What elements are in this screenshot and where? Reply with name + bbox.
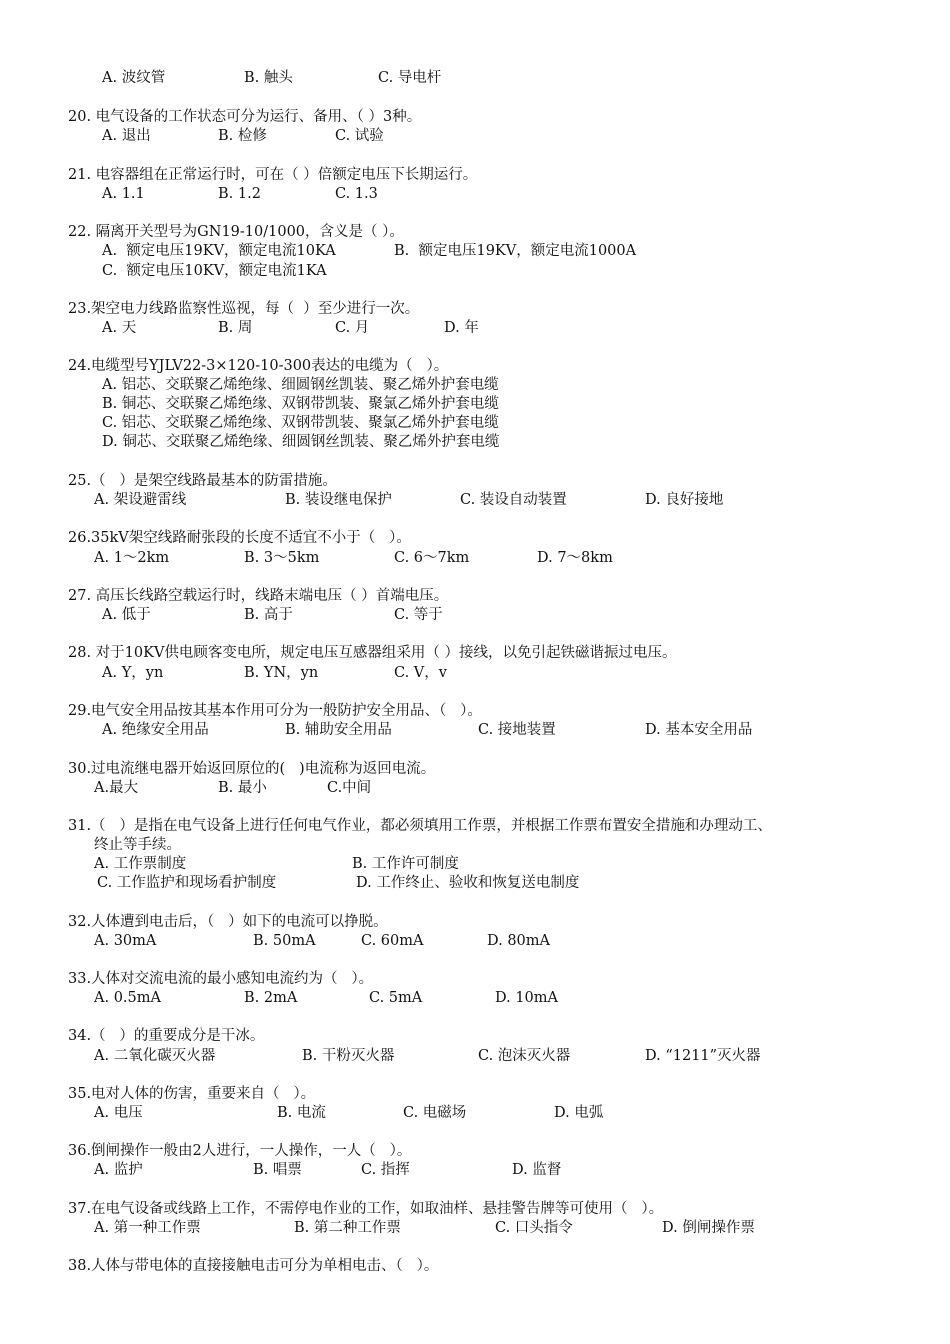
question-text: 20. 电气设备的工作状态可分为运行、备用、（ ）3种。	[68, 109, 422, 125]
answer-option: D. “1211”灭火器	[645, 1048, 761, 1064]
answer-option: A. 30mA	[94, 933, 157, 949]
answer-options-row	[0, 548, 950, 568]
answer-option: A. 1.1	[102, 186, 145, 202]
answer-options-row	[0, 720, 950, 740]
answer-options-row	[0, 778, 950, 798]
question-text: 24.电缆型号YJLV22-3×120-10-300表达的电缆为（ ）。	[68, 358, 449, 374]
answer-options-row	[0, 241, 950, 261]
question-text: 28. 对于10KV供电顾客变电所，规定电压互感器组采用（ ）接线，以免引起铁磁谐振过电压。	[68, 645, 677, 661]
answer-option: B. 电流	[277, 1105, 326, 1121]
answer-options-row	[0, 490, 950, 510]
answer-option: B. 额定电压19KV，额定电流1000A	[394, 243, 637, 259]
answer-options-row	[0, 1218, 950, 1238]
answer-option: A. 天	[102, 320, 137, 336]
answer-option: A. 架设避雷线	[94, 492, 187, 508]
answer-options-row	[0, 68, 950, 88]
answer-option: C. 铝芯、交联聚乙烯绝缘、双钢带凯装、聚氯乙烯外护套电缆	[102, 415, 499, 431]
question-text: 32.人体遭到电击后，（ ）如下的电流可以挣脱。	[68, 914, 388, 930]
question-text: 36.倒闸操作一般由2人进行，一人操作，一人（ ）。	[68, 1143, 412, 1159]
answer-option: B. YN，yn	[244, 665, 319, 681]
answer-option: A. 工作票制度	[94, 856, 187, 872]
answer-options-row	[0, 184, 950, 204]
answer-option: B. 最小	[218, 780, 267, 796]
answer-option: A. 0.5mA	[94, 990, 161, 1006]
answer-option: B. 1.2	[218, 186, 261, 202]
answer-options-row	[0, 394, 950, 414]
answer-options-row	[0, 126, 950, 146]
answer-options-row	[0, 663, 950, 683]
answer-option: D. 倒闸操作票	[662, 1220, 755, 1236]
question-text: 25.（ ）是架空线路最基本的防雷措施。	[68, 473, 337, 489]
answer-option: C. 工作监护和现场看护制度	[97, 875, 277, 891]
answer-option: A. 铝芯、交联聚乙烯绝缘、细圆钢丝凯装、聚乙烯外护套电缆	[102, 377, 499, 393]
answer-option: B. 唱票	[253, 1162, 302, 1178]
answer-option: B. 辅助安全用品	[285, 722, 392, 738]
answer-options-row	[0, 432, 950, 452]
answer-option: D. 10mA	[495, 990, 558, 1006]
answer-option: B. 装设继电保护	[285, 492, 392, 508]
question-text: 23.架空电力线路监察性巡视，每（ ）至少进行一次。	[68, 301, 420, 317]
answer-option: D. 基本安全用品	[645, 722, 753, 738]
answer-option: C. 5mA	[369, 990, 423, 1006]
answer-options-row	[0, 1103, 950, 1123]
answer-options-row	[0, 375, 950, 395]
answer-options-row	[0, 873, 950, 893]
answer-option: C. 60mA	[361, 933, 424, 949]
answer-option: A. 监护	[94, 1162, 143, 1178]
answer-option: B. 工作许可制度	[352, 856, 459, 872]
answer-option: C. 接地装置	[478, 722, 556, 738]
answer-option: C. 6～7km	[394, 550, 470, 566]
answer-option: A. 低于	[102, 607, 151, 623]
answer-option: A. 电压	[94, 1105, 143, 1121]
answer-option: D. 电弧	[554, 1105, 604, 1121]
answer-option: C. V，v	[394, 665, 447, 681]
question-text: 21. 电容器组在正常运行时，可在（ ）倍额定电压下长期运行。	[68, 167, 478, 183]
question-text: 22. 隔离开关型号为GN19-10/1000，含义是（ ）。	[68, 224, 404, 240]
question-text: 37.在电气设备或线路上工作，不需停电作业的工作，如取油样、悬挂警告牌等可使用（ ）。	[68, 1201, 664, 1217]
answer-options-row	[0, 605, 950, 625]
answer-option: C. 指挥	[361, 1162, 410, 1178]
answer-option: B. 第二种工作票	[294, 1220, 401, 1236]
answer-options-row	[0, 1160, 950, 1180]
answer-option: C. 月	[335, 320, 370, 336]
answer-option: B. 周	[218, 320, 253, 336]
question-text: 31.（ ）是指在电气设备上进行任何电气作业，都必须填用工作票，并根据工作票布置安全措施和办理动工、	[68, 818, 772, 834]
question-text: 27. 高压长线路空载运行时，线路末端电压（ ）首端电压。	[68, 588, 449, 604]
question-text: 终止等手续。	[94, 837, 181, 853]
answer-option: C. 口头指令	[495, 1220, 573, 1236]
answer-options-row	[0, 318, 950, 338]
answer-option: A. 额定电压19KV，额定电流10KA	[102, 243, 336, 259]
answer-options-row	[0, 988, 950, 1008]
answer-option: C.中间	[327, 780, 372, 796]
answer-option: B. 高于	[244, 607, 293, 623]
question-text: 26.35kV架空线路耐张段的长度不适宜不小于（ ）。	[68, 530, 411, 546]
answer-option: A. Y，yn	[102, 665, 164, 681]
answer-option: A. 绝缘安全用品	[102, 722, 209, 738]
answer-option: B. 50mA	[253, 933, 316, 949]
answer-options-row	[0, 261, 950, 281]
answer-options-row	[0, 931, 950, 951]
answer-option: D. 工作终止、验收和恢复送电制度	[356, 875, 580, 891]
answer-option: B. 检修	[218, 128, 267, 144]
answer-option: C. 试验	[335, 128, 384, 144]
question-text: 35.电对人体的伤害，重要来自（ ）。	[68, 1086, 316, 1102]
answer-option: B. 3～5km	[244, 550, 320, 566]
answer-option: A. 第一种工作票	[94, 1220, 201, 1236]
answer-option: C. 等于	[394, 607, 443, 623]
answer-options-row	[0, 413, 950, 433]
answer-option: D. 铜芯、交联聚乙烯绝缘、细圆钢丝凯装、聚乙烯外护套电缆	[102, 434, 500, 450]
answer-option: A. 1～2km	[94, 550, 170, 566]
answer-options-row	[0, 1046, 950, 1066]
answer-option: B. 触头	[244, 70, 293, 86]
answer-options-row	[0, 854, 950, 874]
answer-option: D. 监督	[512, 1162, 562, 1178]
answer-option: D. 80mA	[487, 933, 550, 949]
question-text: 38.人体与带电体的直接接触电击可分为单相电击、（ ）。	[68, 1258, 439, 1274]
answer-option: C. 装设自动装置	[460, 492, 567, 508]
answer-option: D. 良好接地	[645, 492, 724, 508]
answer-option: A. 二氧化碳灭火器	[94, 1048, 216, 1064]
question-text: 29.电气安全用品按其基本作用可分为一般防护安全用品、（ ）。	[68, 703, 482, 719]
answer-option: A. 波纹管	[102, 70, 166, 86]
answer-option: B. 2mA	[244, 990, 298, 1006]
question-text: 33.人体对交流电流的最小感知电流约为（ ）。	[68, 971, 374, 987]
answer-option: C. 额定电压10KV，额定电流1KA	[102, 263, 327, 279]
answer-option: A. 退出	[102, 128, 151, 144]
answer-option: C. 电磁场	[403, 1105, 467, 1121]
answer-option: C. 导电杆	[378, 70, 442, 86]
answer-option: B. 铜芯、交联聚乙烯绝缘、双钢带凯装、聚氯乙烯外护套电缆	[102, 396, 499, 412]
answer-option: D. 7～8km	[537, 550, 613, 566]
answer-option: A.最大	[94, 780, 139, 796]
answer-option: D. 年	[444, 320, 479, 336]
answer-option: C. 泡沫灭火器	[478, 1048, 571, 1064]
question-text: 30.过电流继电器开始返回原位的( )电流称为返回电流。	[68, 761, 436, 777]
answer-option: B. 干粉灭火器	[302, 1048, 395, 1064]
answer-option: C. 1.3	[335, 186, 378, 202]
question-text: 34.（ ）的重要成分是干冰。	[68, 1028, 265, 1044]
